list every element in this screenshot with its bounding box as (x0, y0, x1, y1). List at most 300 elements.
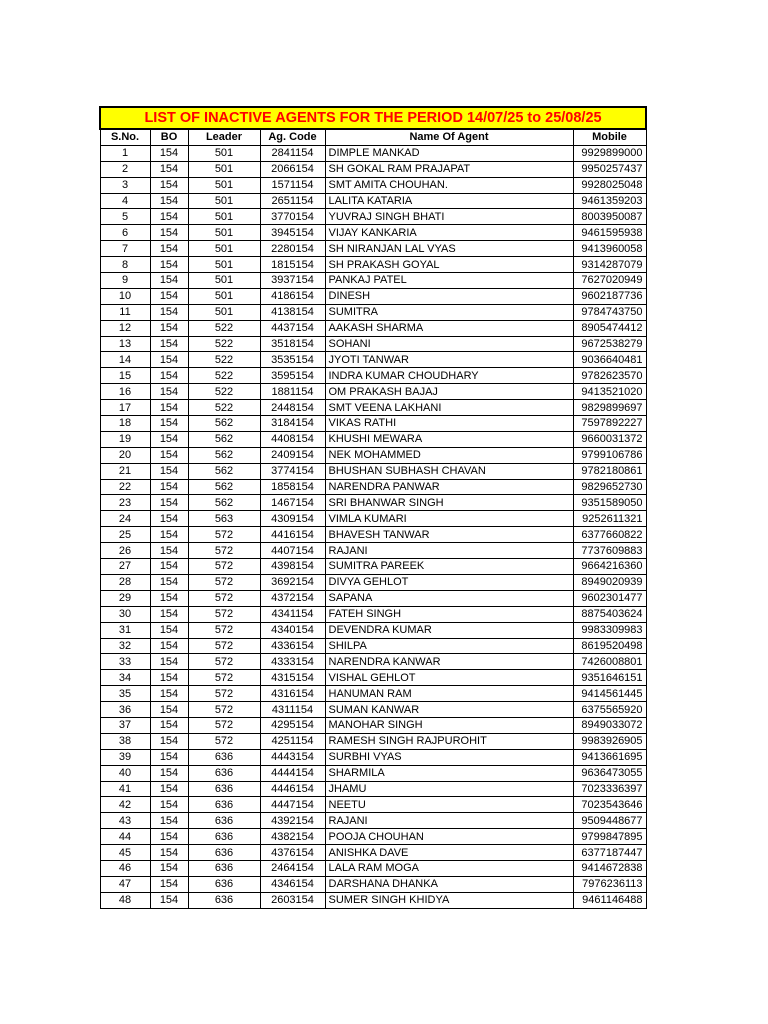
cell-ag-code: 4407154 (260, 543, 325, 559)
cell-ag-code: 1881154 (260, 384, 325, 400)
cell-agent-name: SUMAN KANWAR (325, 702, 573, 718)
cell-leader: 572 (188, 670, 260, 686)
cell-sno: 28 (100, 574, 150, 590)
cell-sno: 11 (100, 304, 150, 320)
table-row (100, 797, 646, 813)
cell-bo: 154 (150, 543, 188, 559)
cell-mobile: 9602301477 (573, 590, 646, 606)
cell-ag-code: 3770154 (260, 209, 325, 225)
col-header-mobile: Mobile (573, 129, 646, 145)
cell-mobile: 9782180861 (573, 463, 646, 479)
cell-ag-code: 1467154 (260, 495, 325, 511)
cell-ag-code: 4416154 (260, 527, 325, 543)
cell-agent-name: ANISHKA DAVE (325, 845, 573, 861)
table-row (100, 336, 646, 352)
cell-agent-name: DIVYA GEHLOT (325, 574, 573, 590)
cell-bo: 154 (150, 845, 188, 861)
cell-ag-code: 2651154 (260, 193, 325, 209)
cell-leader: 572 (188, 622, 260, 638)
cell-ag-code: 4186154 (260, 288, 325, 304)
table-row (100, 638, 646, 654)
cell-bo: 154 (150, 860, 188, 876)
cell-ag-code: 4341154 (260, 606, 325, 622)
cell-leader: 572 (188, 574, 260, 590)
cell-sno: 27 (100, 559, 150, 575)
cell-sno: 34 (100, 670, 150, 686)
table-row (100, 892, 646, 908)
cell-agent-name: RAJANI (325, 813, 573, 829)
cell-mobile: 9314287079 (573, 257, 646, 273)
cell-agent-name: DINESH (325, 288, 573, 304)
table-row (100, 479, 646, 495)
cell-ag-code: 4392154 (260, 813, 325, 829)
cell-mobile: 9461146488 (573, 892, 646, 908)
table-row (100, 574, 646, 590)
cell-leader: 636 (188, 765, 260, 781)
cell-mobile: 9602187736 (573, 288, 646, 304)
cell-leader: 572 (188, 590, 260, 606)
cell-bo: 154 (150, 177, 188, 193)
table-row (100, 813, 646, 829)
table-row (100, 733, 646, 749)
cell-sno: 44 (100, 829, 150, 845)
cell-leader: 636 (188, 860, 260, 876)
cell-mobile: 9036640481 (573, 352, 646, 368)
cell-ag-code: 4372154 (260, 590, 325, 606)
cell-mobile: 9636473055 (573, 765, 646, 781)
cell-sno: 5 (100, 209, 150, 225)
table-body (100, 145, 646, 908)
cell-agent-name: LALITA KATARIA (325, 193, 573, 209)
table-row (100, 384, 646, 400)
cell-mobile: 9928025048 (573, 177, 646, 193)
table-row (100, 749, 646, 765)
cell-leader: 501 (188, 241, 260, 257)
cell-ag-code: 4336154 (260, 638, 325, 654)
cell-mobile: 9351589050 (573, 495, 646, 511)
cell-mobile: 9799847895 (573, 829, 646, 845)
cell-agent-name: NARENDRA KANWAR (325, 654, 573, 670)
cell-agent-name: SUMITRA (325, 304, 573, 320)
cell-sno: 21 (100, 463, 150, 479)
cell-mobile: 6377187447 (573, 845, 646, 861)
cell-agent-name: NEK MOHAMMED (325, 447, 573, 463)
cell-bo: 154 (150, 574, 188, 590)
cell-sno: 38 (100, 733, 150, 749)
cell-agent-name: INDRA KUMAR CHOUDHARY (325, 368, 573, 384)
cell-leader: 636 (188, 813, 260, 829)
cell-mobile: 9413960058 (573, 241, 646, 257)
table-row (100, 622, 646, 638)
table-row (100, 431, 646, 447)
cell-mobile: 9414561445 (573, 686, 646, 702)
cell-sno: 48 (100, 892, 150, 908)
col-header-leader: Leader (188, 129, 260, 145)
cell-sno: 46 (100, 860, 150, 876)
cell-sno: 22 (100, 479, 150, 495)
table-row (100, 161, 646, 177)
table-row (100, 511, 646, 527)
cell-leader: 572 (188, 686, 260, 702)
cell-mobile: 9799106786 (573, 447, 646, 463)
cell-mobile: 8949033072 (573, 717, 646, 733)
cell-ag-code: 4437154 (260, 320, 325, 336)
cell-ag-code: 3595154 (260, 368, 325, 384)
table-row (100, 702, 646, 718)
table-row (100, 495, 646, 511)
cell-mobile: 9782623570 (573, 368, 646, 384)
table-row (100, 845, 646, 861)
cell-sno: 35 (100, 686, 150, 702)
cell-bo: 154 (150, 892, 188, 908)
table-row (100, 527, 646, 543)
cell-bo: 154 (150, 288, 188, 304)
cell-sno: 17 (100, 400, 150, 416)
cell-ag-code: 4311154 (260, 702, 325, 718)
cell-sno: 43 (100, 813, 150, 829)
cell-agent-name: BHAVESH TANWAR (325, 527, 573, 543)
cell-sno: 45 (100, 845, 150, 861)
cell-mobile: 9509448677 (573, 813, 646, 829)
cell-mobile: 9414672838 (573, 860, 646, 876)
cell-sno: 20 (100, 447, 150, 463)
cell-agent-name: DARSHANA DHANKA (325, 876, 573, 892)
cell-agent-name: LALA RAM MOGA (325, 860, 573, 876)
cell-sno: 26 (100, 543, 150, 559)
table-row (100, 145, 646, 161)
cell-sno: 42 (100, 797, 150, 813)
table-row (100, 590, 646, 606)
cell-agent-name: SMT AMITA CHOUHAN. (325, 177, 573, 193)
cell-sno: 29 (100, 590, 150, 606)
cell-mobile: 9413661695 (573, 749, 646, 765)
cell-ag-code: 4398154 (260, 559, 325, 575)
table-row (100, 241, 646, 257)
cell-agent-name: VISHAL GEHLOT (325, 670, 573, 686)
cell-sno: 15 (100, 368, 150, 384)
cell-sno: 23 (100, 495, 150, 511)
cell-sno: 12 (100, 320, 150, 336)
cell-agent-name: HANUMAN RAM (325, 686, 573, 702)
cell-leader: 636 (188, 845, 260, 861)
cell-leader: 572 (188, 733, 260, 749)
cell-bo: 154 (150, 336, 188, 352)
cell-mobile: 6377660822 (573, 527, 646, 543)
cell-bo: 154 (150, 209, 188, 225)
cell-ag-code: 1571154 (260, 177, 325, 193)
table-row (100, 416, 646, 432)
cell-leader: 636 (188, 781, 260, 797)
cell-leader: 572 (188, 702, 260, 718)
cell-agent-name: SH PRAKASH GOYAL (325, 257, 573, 273)
cell-sno: 33 (100, 654, 150, 670)
cell-leader: 636 (188, 829, 260, 845)
cell-agent-name: SHILPA (325, 638, 573, 654)
cell-mobile: 8949020939 (573, 574, 646, 590)
table-row (100, 352, 646, 368)
cell-sno: 41 (100, 781, 150, 797)
cell-bo: 154 (150, 527, 188, 543)
cell-bo: 154 (150, 495, 188, 511)
cell-leader: 572 (188, 559, 260, 575)
cell-agent-name: RAMESH SINGH RAJPUROHIT (325, 733, 573, 749)
table-row (100, 717, 646, 733)
cell-bo: 154 (150, 511, 188, 527)
table-row (100, 654, 646, 670)
cell-sno: 30 (100, 606, 150, 622)
cell-leader: 563 (188, 511, 260, 527)
cell-ag-code: 4295154 (260, 717, 325, 733)
table-row (100, 177, 646, 193)
cell-mobile: 7737609883 (573, 543, 646, 559)
table-row (100, 829, 646, 845)
cell-agent-name: SUMITRA PAREEK (325, 559, 573, 575)
cell-mobile: 9672538279 (573, 336, 646, 352)
cell-bo: 154 (150, 193, 188, 209)
cell-agent-name: VIJAY KANKARIA (325, 225, 573, 241)
cell-mobile: 7426008801 (573, 654, 646, 670)
cell-bo: 154 (150, 622, 188, 638)
cell-bo: 154 (150, 161, 188, 177)
cell-ag-code: 3184154 (260, 416, 325, 432)
cell-ag-code: 3692154 (260, 574, 325, 590)
cell-mobile: 7023336397 (573, 781, 646, 797)
cell-bo: 154 (150, 225, 188, 241)
cell-mobile: 9950257437 (573, 161, 646, 177)
cell-bo: 154 (150, 606, 188, 622)
cell-leader: 562 (188, 447, 260, 463)
cell-bo: 154 (150, 654, 188, 670)
cell-leader: 501 (188, 193, 260, 209)
cell-bo: 154 (150, 368, 188, 384)
cell-agent-name: AAKASH SHARMA (325, 320, 573, 336)
cell-leader: 636 (188, 876, 260, 892)
table-row (100, 860, 646, 876)
cell-ag-code: 4408154 (260, 431, 325, 447)
cell-mobile: 7597892227 (573, 416, 646, 432)
cell-leader: 572 (188, 717, 260, 733)
table-row (100, 304, 646, 320)
cell-sno: 32 (100, 638, 150, 654)
cell-leader: 522 (188, 400, 260, 416)
cell-bo: 154 (150, 813, 188, 829)
cell-ag-code: 4376154 (260, 845, 325, 861)
cell-agent-name: YUVRAJ SINGH BHATI (325, 209, 573, 225)
cell-agent-name: PANKAJ PATEL (325, 273, 573, 289)
cell-sno: 4 (100, 193, 150, 209)
cell-ag-code: 4333154 (260, 654, 325, 670)
cell-mobile: 8905474412 (573, 320, 646, 336)
cell-sno: 14 (100, 352, 150, 368)
cell-leader: 636 (188, 797, 260, 813)
cell-bo: 154 (150, 447, 188, 463)
cell-bo: 154 (150, 590, 188, 606)
cell-leader: 562 (188, 431, 260, 447)
cell-ag-code: 1815154 (260, 257, 325, 273)
cell-leader: 522 (188, 320, 260, 336)
col-header-ag-code: Ag. Code (260, 129, 325, 145)
cell-sno: 37 (100, 717, 150, 733)
cell-ag-code: 3774154 (260, 463, 325, 479)
cell-ag-code: 1858154 (260, 479, 325, 495)
cell-bo: 154 (150, 781, 188, 797)
cell-leader: 562 (188, 463, 260, 479)
cell-sno: 47 (100, 876, 150, 892)
cell-mobile: 6375565920 (573, 702, 646, 718)
table-row (100, 288, 646, 304)
cell-bo: 154 (150, 257, 188, 273)
title-row (100, 107, 646, 129)
cell-mobile: 9413521020 (573, 384, 646, 400)
cell-agent-name: SH GOKAL RAM PRAJAPAT (325, 161, 573, 177)
cell-ag-code: 2464154 (260, 860, 325, 876)
cell-bo: 154 (150, 765, 188, 781)
cell-leader: 562 (188, 479, 260, 495)
cell-ag-code: 2448154 (260, 400, 325, 416)
table-row (100, 543, 646, 559)
cell-bo: 154 (150, 304, 188, 320)
cell-mobile: 9784743750 (573, 304, 646, 320)
table-row (100, 606, 646, 622)
cell-ag-code: 3518154 (260, 336, 325, 352)
cell-sno: 19 (100, 431, 150, 447)
cell-bo: 154 (150, 733, 188, 749)
cell-ag-code: 2603154 (260, 892, 325, 908)
cell-bo: 154 (150, 686, 188, 702)
table-row (100, 368, 646, 384)
cell-sno: 39 (100, 749, 150, 765)
cell-bo: 154 (150, 749, 188, 765)
cell-bo: 154 (150, 638, 188, 654)
cell-agent-name: SMT VEENA LAKHANI (325, 400, 573, 416)
table-row (100, 781, 646, 797)
col-header-sno: S.No. (100, 129, 150, 145)
cell-mobile: 9829652730 (573, 479, 646, 495)
cell-ag-code: 4443154 (260, 749, 325, 765)
cell-leader: 562 (188, 495, 260, 511)
cell-ag-code: 3937154 (260, 273, 325, 289)
cell-bo: 154 (150, 400, 188, 416)
cell-sno: 24 (100, 511, 150, 527)
cell-agent-name: NARENDRA PANWAR (325, 479, 573, 495)
cell-leader: 522 (188, 352, 260, 368)
cell-agent-name: OM PRAKASH BAJAJ (325, 384, 573, 400)
cell-leader: 636 (188, 892, 260, 908)
cell-agent-name: RAJANI (325, 543, 573, 559)
cell-mobile: 7976236113 (573, 876, 646, 892)
cell-sno: 6 (100, 225, 150, 241)
cell-bo: 154 (150, 463, 188, 479)
cell-mobile: 8003950087 (573, 209, 646, 225)
cell-agent-name: SHARMILA (325, 765, 573, 781)
table-row (100, 670, 646, 686)
table-row (100, 463, 646, 479)
cell-leader: 522 (188, 384, 260, 400)
cell-sno: 2 (100, 161, 150, 177)
cell-sno: 13 (100, 336, 150, 352)
cell-leader: 501 (188, 257, 260, 273)
cell-agent-name: DEVENDRA KUMAR (325, 622, 573, 638)
cell-bo: 154 (150, 670, 188, 686)
cell-ag-code: 2841154 (260, 145, 325, 161)
cell-mobile: 9461595938 (573, 225, 646, 241)
cell-agent-name: VIMLA KUMARI (325, 511, 573, 527)
table-row (100, 765, 646, 781)
cell-mobile: 9829899697 (573, 400, 646, 416)
cell-ag-code: 4340154 (260, 622, 325, 638)
cell-leader: 636 (188, 749, 260, 765)
cell-agent-name: SOHANI (325, 336, 573, 352)
cell-ag-code: 4382154 (260, 829, 325, 845)
cell-mobile: 9252611321 (573, 511, 646, 527)
table-row (100, 193, 646, 209)
table-row (100, 686, 646, 702)
cell-mobile: 9929899000 (573, 145, 646, 161)
cell-ag-code: 4315154 (260, 670, 325, 686)
cell-agent-name: VIKAS RATHI (325, 416, 573, 432)
cell-sno: 25 (100, 527, 150, 543)
cell-agent-name: SH NIRANJAN LAL VYAS (325, 241, 573, 257)
cell-leader: 501 (188, 209, 260, 225)
cell-leader: 501 (188, 145, 260, 161)
table-row (100, 400, 646, 416)
cell-agent-name: KHUSHI MEWARA (325, 431, 573, 447)
cell-ag-code: 4444154 (260, 765, 325, 781)
header-row (100, 129, 646, 145)
cell-mobile: 9664216360 (573, 559, 646, 575)
cell-sno: 3 (100, 177, 150, 193)
cell-agent-name: JYOTI TANWAR (325, 352, 573, 368)
cell-mobile: 8875403624 (573, 606, 646, 622)
cell-bo: 154 (150, 479, 188, 495)
cell-bo: 154 (150, 876, 188, 892)
cell-bo: 154 (150, 431, 188, 447)
cell-bo: 154 (150, 559, 188, 575)
cell-agent-name: MANOHAR SINGH (325, 717, 573, 733)
cell-ag-code: 4138154 (260, 304, 325, 320)
cell-bo: 154 (150, 145, 188, 161)
cell-bo: 154 (150, 416, 188, 432)
cell-ag-code: 2280154 (260, 241, 325, 257)
table-row (100, 273, 646, 289)
cell-mobile: 9660031372 (573, 431, 646, 447)
cell-sno: 9 (100, 273, 150, 289)
cell-ag-code: 4316154 (260, 686, 325, 702)
table-row (100, 559, 646, 575)
cell-ag-code: 4251154 (260, 733, 325, 749)
table-row (100, 225, 646, 241)
cell-leader: 572 (188, 606, 260, 622)
document-title: LIST OF INACTIVE AGENTS FOR THE PERIOD 14/07/25 to 25/08/25 (100, 107, 646, 129)
cell-sno: 36 (100, 702, 150, 718)
cell-ag-code: 4309154 (260, 511, 325, 527)
cell-leader: 572 (188, 638, 260, 654)
cell-mobile: 9461359203 (573, 193, 646, 209)
cell-agent-name: FATEH SINGH (325, 606, 573, 622)
cell-leader: 572 (188, 527, 260, 543)
cell-leader: 522 (188, 336, 260, 352)
table-row (100, 209, 646, 225)
cell-bo: 154 (150, 829, 188, 845)
cell-leader: 501 (188, 177, 260, 193)
cell-ag-code: 2066154 (260, 161, 325, 177)
cell-agent-name: BHUSHAN SUBHASH CHAVAN (325, 463, 573, 479)
cell-leader: 501 (188, 288, 260, 304)
cell-bo: 154 (150, 241, 188, 257)
cell-ag-code: 4346154 (260, 876, 325, 892)
cell-leader: 562 (188, 416, 260, 432)
cell-ag-code: 3945154 (260, 225, 325, 241)
